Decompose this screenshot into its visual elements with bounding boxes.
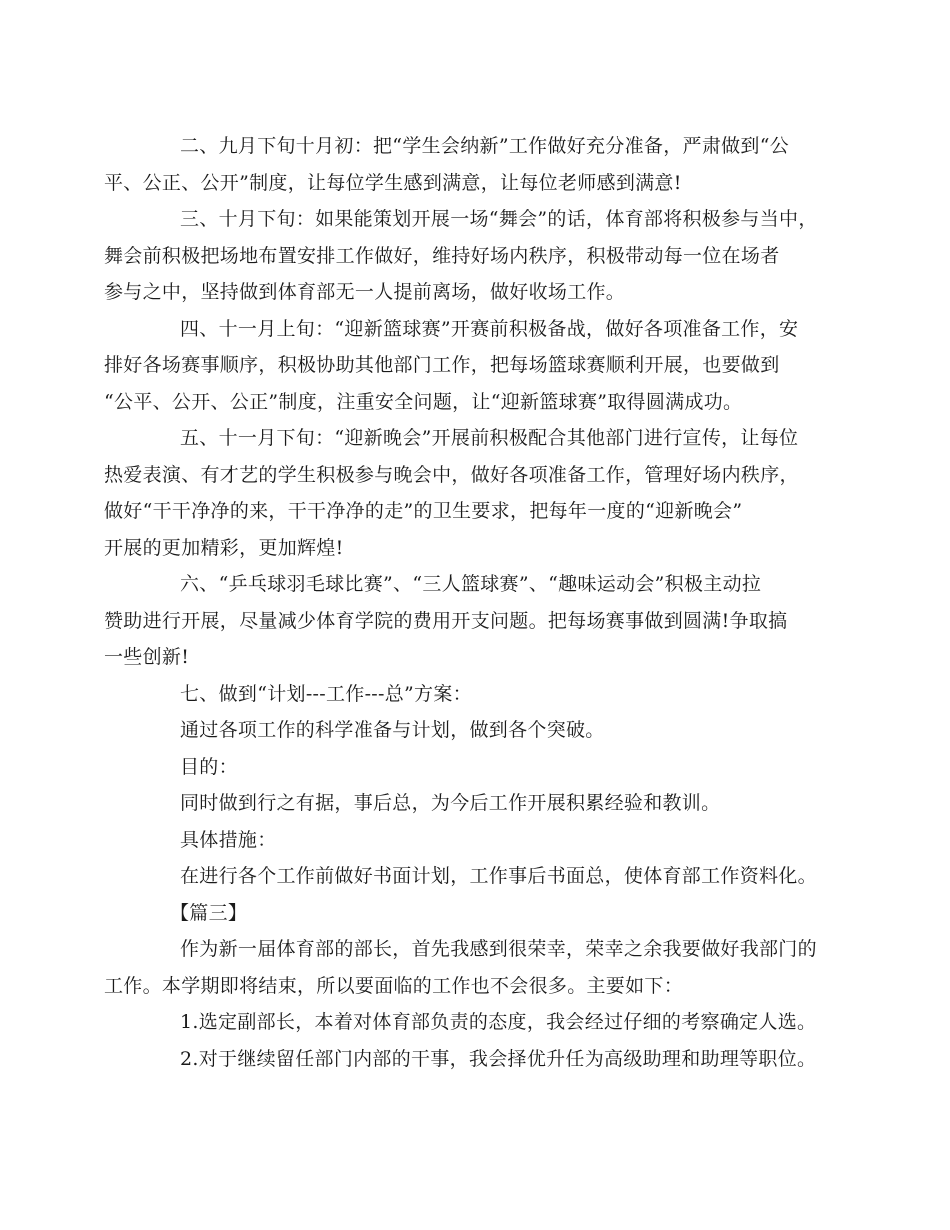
text-line: 目的： bbox=[180, 755, 238, 778]
paragraph-plan-intro bbox=[142, 712, 804, 749]
paragraph-section-seven bbox=[142, 676, 804, 713]
paragraph-measures-heading bbox=[142, 822, 804, 859]
list-item-one bbox=[142, 1004, 817, 1041]
list-item-two bbox=[142, 1041, 817, 1078]
text-line: 七、做到“计划---工作---总”方案： bbox=[180, 682, 472, 705]
text-line: 工作。本学期即将结束，所以要面临的工作也不会很多。主要如下： bbox=[104, 974, 684, 997]
text-line: 五、十一月下旬：“迎新晚会”开展前积极配合其他部门进行宣传，让每位 bbox=[180, 427, 799, 449]
paragraph-purpose-heading bbox=[142, 749, 804, 786]
paragraph-minister-intro bbox=[104, 931, 817, 1004]
text-line: 四、十一月上旬：“迎新篮球赛”开赛前积极备战，做好各项准备工作，安 bbox=[180, 317, 799, 340]
paragraph-section-five bbox=[104, 420, 804, 566]
text-line: 六、“乒乓球羽毛球比赛”、“三人篮球赛”、“趣味运动会”积极主动拉 bbox=[180, 573, 762, 595]
text-line: 舞会前积极把场地布置安排工作做好，维持好场内秩序，积极带动每一位在场者 bbox=[104, 244, 780, 267]
text-line: 【篇三】 bbox=[170, 901, 248, 924]
text-line: 三、十月下旬：如果能策划开展一场“舞会”的话，体育部将积极参与当中， bbox=[180, 208, 818, 230]
paragraph-measures-body bbox=[142, 858, 817, 895]
document-body bbox=[104, 128, 818, 1077]
text-line: 具体措施： bbox=[180, 828, 277, 851]
paragraph-section-two bbox=[104, 128, 804, 201]
text-line: 1.选定副部长，本着对体育部负责的态度，我会经过仔细的考察确定人选。 bbox=[180, 1011, 817, 1033]
paragraph-section-six bbox=[104, 566, 804, 676]
text-line: 参与之中，坚持做到体育部无一人提前离场，做好收场工作。 bbox=[104, 281, 626, 303]
text-line: 在进行各个工作前做好书面计划，工作事后书面总，使体育部工作资料化。 bbox=[180, 865, 817, 887]
text-line: 一些创新! bbox=[104, 646, 190, 668]
text-line: 排好各场赛事顺序，积极协助其他部门工作，把每场篮球赛顺利开展，也要做到 bbox=[104, 354, 780, 376]
text-line: “公平、公开、公正”制度，注重安全问题，让“迎新篮球赛”取得圆满成功。 bbox=[104, 390, 743, 413]
text-line: 赞助进行开展，尽量减少体育学院的费用开支问题。把每场赛事做到圆满!争取搞 bbox=[104, 609, 788, 632]
section-heading-part-three bbox=[142, 895, 804, 932]
text-line: 做好“干干净净的来，干干净净的走”的卫生要求，把每年一度的“迎新晚会” bbox=[104, 500, 743, 522]
text-line: 同时做到行之有据，事后总，为今后工作开展积累经验和教训。 bbox=[180, 792, 721, 814]
text-line: 二、九月下旬十月初：把“学生会纳新”工作做好充分准备，严肃做到“公 bbox=[180, 135, 790, 157]
text-line: 热爱表演、有才艺的学生积极参与晚会中，做好各项准备工作，管理好场内秩序， bbox=[104, 463, 799, 486]
paragraph-section-four bbox=[104, 311, 804, 421]
text-line: 作为新一届体育部的部长，首先我感到很荣幸，荣幸之余我要做好我部门的 bbox=[180, 938, 817, 960]
text-line: 平、公正、公开”制度，让每位学生感到满意，让每位老师感到满意! bbox=[104, 171, 682, 194]
paragraph-purpose-body bbox=[142, 785, 804, 822]
text-line: 通过各项工作的科学准备与计划，做到各个突破。 bbox=[180, 719, 605, 741]
text-line: 2.对于继续留任部门内部的干事，我会择优升任为高级助理和助理等职位。 bbox=[180, 1047, 817, 1070]
text-line: 开展的更加精彩，更加辉煌! bbox=[104, 536, 344, 559]
paragraph-section-three bbox=[104, 201, 818, 311]
